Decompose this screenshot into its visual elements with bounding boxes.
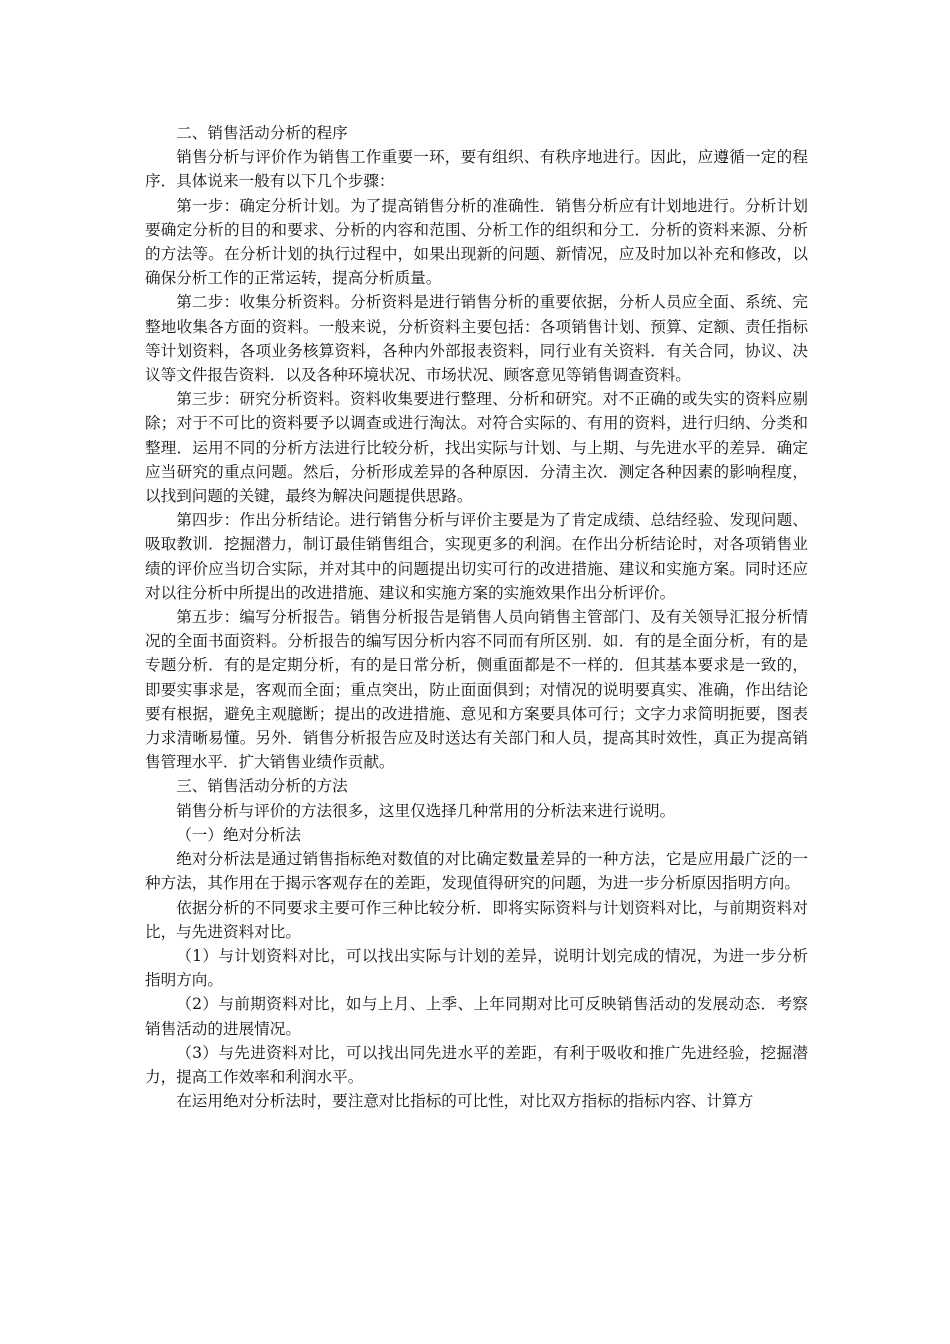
paragraph-step-3: 第三步：研究分析资料。资料收集要进行整理、分析和研究。对不正确的或失实的资料应剔除；对于不可比的资料要予以调查或进行淘汰。对符合实际的、有用的资料，进行归纳、分类和整理．运用不同的分析方法进行比较分析，找出实际与计划、与上期、与先进水平的差异．确定应当研究的重点问题。然后，分析形成差异的各种原因．分清主次．测定各种因素的影响程度，以找到问题的关键，最终为解决问题提供思路。 [145,390,808,506]
document-body [145,121,808,1113]
list-item-advanced-comparison: （3）与先进资料对比，可以找出同先进水平的差距，有利于吸收和推广先进经验，挖掘潜力，提高工作效率和利润水平。 [145,1043,808,1086]
subheading-absolute-analysis: （一）绝对分析法 [176,825,301,844]
paragraph-absolute-definition: 绝对分析法是通过销售指标绝对数值的对比确定数量差异的一种方法，它是应用最广泛的一种方法，其作用在于揭示客观存在的差距，发现值得研究的问题，为进一步分析原因指明方向。 [145,850,808,893]
paragraph-step-1: 第一步：确定分析计划。为了提高销售分析的准确性．销售分析应有计划地进行。分析计划要确定分析的目的和要求、分析的内容和范围、分析工作的组织和分工．分析的资料来源、分析的方法等。在分析计划的执行过程中，如果出现新的问题、新情况，应及时加以补充和修改，以确保分析工作的正常运转，提高分析质量。 [145,196,808,288]
paragraph-comparison-types: 依据分析的不同要求主要可作三种比较分析．即将实际资料与计划资料对比，与前期资料对比，与先进资料对比。 [145,898,808,941]
paragraph-methods-intro: 销售分析与评价的方法很多，这里仅选择几种常用的分析法来进行说明。 [176,801,676,820]
list-item-plan-comparison: （1）与计划资料对比，可以找出实际与计划的差异，说明计划完成的情况，为进一步分析指明方向。 [145,946,808,990]
section-heading-procedure: 二、销售活动分析的程序 [176,124,348,142]
paragraph-step-5: 第五步：编写分析报告。销售分析报告是销售人员向销售主管部门、及有关领导汇报分析情况的全面书面资料。分析报告的编写因分析内容不同而有所区别．如．有的是全面分析，有的是专题分析．有的是定期分析，有的是日常分析，侧重面都是不一样的．但其基本要求是一致的，即要实事求是，客观而全面；重点突出，防止面面俱到；对情况的说明要真实、准确，作出结论要有根据，避免主观臆断；提出的改进措施、意见和方案要具体可行；文字力求简明扼要，图表力求清晰易懂。另外．销售分析报告应及时送达有关部门和人员，提高其时效性，真正为提高销售管理水平．扩大销售业绩作贡献。 [145,608,808,772]
section-heading-methods: 三、销售活动分析的方法 [176,777,348,796]
list-item-prior-period-comparison: （2）与前期资料对比，如与上月、上季、上年同期对比可反映销售活动的发展动态．考察销售活动的进展情况。 [145,995,808,1038]
paragraph-comparability-note: 在运用绝对分析法时，要注意对比指标的可比性，对比双方指标的指标内容、计算方 [176,1092,754,1111]
paragraph-step-4: 第四步：作出分析结论。进行销售分析与评价主要是为了肯定成绩、总结经验、发现问题、吸取教训．挖掘潜力，制订最佳销售组合，实现更多的利润。在作出分析结论时，对各项销售业绩的评价应当切合实际，并对其中的问题提出切实可行的改进措施、建议和实施方案。同时还应对以往分析中所提出的改进措施、建议和实施方案的实施效果作出分析评价。 [145,511,808,602]
paragraph-step-2: 第二步：收集分析资料。分析资料是进行销售分析的重要依据，分析人员应全面、系统、完整地收集各方面的资料。一般来说，分析资料主要包括：各项销售计划、预算、定额、责任指标等计划资料，各项业务核算资料，各种内外部报表资料，同行业有关资料．有关合同，协议、决议等文件报告资料．以及各种环境状况、市场状况、顾客意见等销售调查资料。 [145,293,808,385]
paragraph-intro: 销售分析与评价作为销售工作重要一环，要有组织、有秩序地进行。因此，应遵循一定的程序．具体说来一般有以下几个步骤： [145,148,808,191]
